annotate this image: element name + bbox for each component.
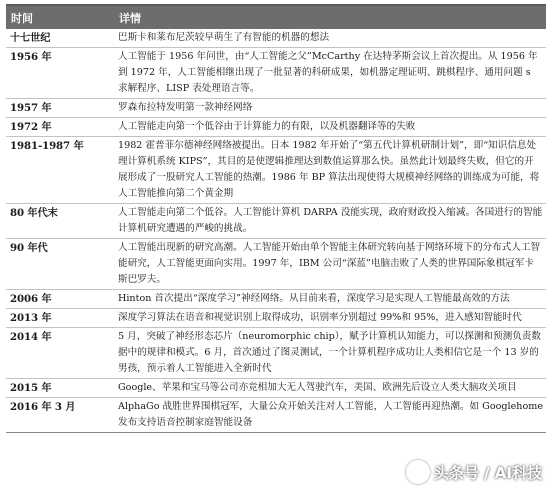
- watermark-logo-icon: [406, 460, 430, 484]
- row-detail: Google、苹果和宝马等公司亦竞相加大无人驾驶汽车，美国、欧洲先后设立人类大脑攻关项目: [114, 379, 546, 398]
- row-detail: AlphaGo 战胜世界围棋冠军，大量公众开始关注对人工智能，人工智能再迎热潮。如 Googlehome 发布支持语音控制家庭智能设备: [114, 398, 546, 433]
- row-detail: 人工智能走向第一个低谷由于计算能力的有限，以及机器翻译等的失败: [114, 118, 546, 137]
- table-row: [6, 309, 546, 328]
- header-detail: 详情: [114, 5, 546, 29]
- table-row: [6, 290, 546, 309]
- table-header-row: [6, 5, 546, 29]
- row-time: 1981-1987 年: [6, 137, 114, 204]
- table-row: [6, 239, 546, 290]
- table-body: [6, 29, 546, 433]
- table-row: [6, 118, 546, 137]
- row-time: 1956 年: [6, 48, 114, 99]
- header-time: 时间: [6, 5, 114, 29]
- row-time: 2013 年: [6, 309, 114, 328]
- table-row: [6, 29, 546, 48]
- row-time: 90 年代: [6, 239, 114, 290]
- row-time: 2006 年: [6, 290, 114, 309]
- row-time: 1957 年: [6, 99, 114, 118]
- table-row: [6, 328, 546, 379]
- row-detail: 巴斯卡和莱布尼茨较早萌生了有智能的机器的想法: [114, 29, 546, 48]
- ai-history-table: [6, 4, 546, 433]
- row-time: 80 年代末: [6, 204, 114, 239]
- row-detail: 5 月，突破了神经形态芯片（neuromorphic chip），赋予计算机认知能力，可以探测和预测负责数据中的规律和模式。6 月，首次通过了图灵测试，一个计算机程序成功让人类相信它是一个 13 岁的男孩，预示着人工智能进入全新时代: [114, 328, 546, 379]
- watermark: [406, 460, 542, 484]
- row-time: 2015 年: [6, 379, 114, 398]
- row-detail: 罗森布拉特发明第一款神经网络: [114, 99, 546, 118]
- table-row: [6, 99, 546, 118]
- row-detail: 人工智能走向第二个低谷。人工智能计算机 DARPA 没能实现，政府财政投入缩减。各国进行的智能计算机研究遭遇的严峻的挑战。: [114, 204, 546, 239]
- row-detail: 1982 霍普菲尔德神经网络被提出。日本 1982 年开始了“第五代计算机研制计划”，即“知识信息处理计算机系统 KIPS”，其目的是使逻辑推理达到数值运算那么快。虽然此计划最终失败，但它的开展形成了一股研究人工智能的热潮。1986 年 BP 算法出现使得大规模神经网络的训练成为可能，将人工智能推向第二个黄金期: [114, 137, 546, 204]
- row-detail: 人工智能出现新的研究高潮。人工智能开始由单个智能主体研究转向基于网络环境下的分布式人工智能研究，人工智能更面向实用。1997 年，IBM 公司“深蓝”电脑击败了人类的世界国际象棋冠军卡斯巴罗夫。: [114, 239, 546, 290]
- row-detail: 深度学习算法在语音和视觉识别上取得成功，识别率分别超过 99%和 95%，进入感知智能时代: [114, 309, 546, 328]
- row-time: 2014 年: [6, 328, 114, 379]
- row-time: 2016 年 3 月: [6, 398, 114, 433]
- watermark-text: 头条号 / AI科技: [433, 463, 542, 482]
- table-row: [6, 204, 546, 239]
- row-detail: 人工智能于 1956 年问世，由“人工智能之父”McCarthy 在达特茅斯会议上首次提出。从 1956 年到 1972 年，人工智能相继出现了一批显著的科研成果，如机器定理证明、跳棋程序、通用问题 s 求解程序、LISP 表处理语言等。: [114, 48, 546, 99]
- row-time: 1972 年: [6, 118, 114, 137]
- table-row: [6, 137, 546, 204]
- row-detail: Hinton 首次提出“深度学习”神经网络。从目前来看，深度学习是实现人工智能最高效的方法: [114, 290, 546, 309]
- row-time: 十七世纪: [6, 29, 114, 48]
- table-row: [6, 398, 546, 433]
- table-row: [6, 48, 546, 99]
- table-row: [6, 379, 546, 398]
